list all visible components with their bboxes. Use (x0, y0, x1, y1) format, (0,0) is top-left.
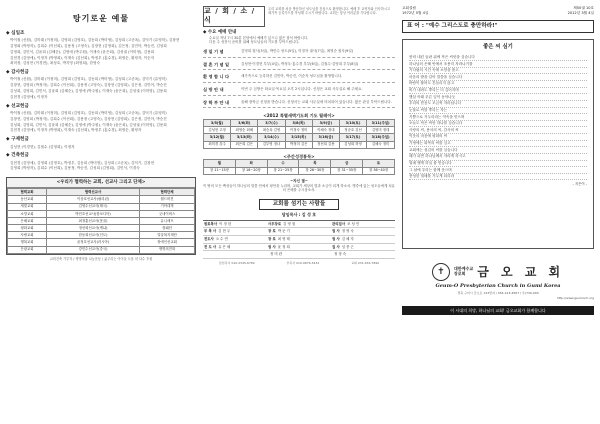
poem-line: 바람이 불어도 흔들리지 않고 (409, 81, 587, 88)
relay-cell: 3/10(토) (339, 120, 366, 127)
poem-author: - 지은이 - (572, 182, 587, 187)
servants-title: 교회를 섬기는 사람들 (259, 199, 339, 211)
affiliation-bottom: 장로회 (453, 271, 466, 277)
church-affiliation (454, 267, 473, 277)
servant-role: 장 로 (268, 229, 276, 234)
servant-name: 이 정 한 (219, 221, 232, 226)
offering-names: 김영희 (박정자), 김희수 (이선희), 김용정, 박승진, 김성희 (김영희), 김민석, 이경숙 (10, 166, 140, 171)
news-item (203, 49, 395, 55)
partners-cell: 밀알복지재단 (140, 232, 195, 239)
offering-section-heading: ◆ 건축헌금 (6, 153, 196, 159)
news-item-label: 환 영 합 니 다 (203, 74, 230, 80)
relay-cell: 최은희 김은 (231, 141, 258, 148)
news-item-text: 이번 주 심방은 화요일·목요일 오후 2시입니다. 신청은 교회 사무실로 해 주세요. (241, 87, 363, 92)
partners-cell: 평화교회 (8, 225, 47, 232)
table-row (204, 134, 395, 141)
offering-names: 박이철 (신원), 김미래 (이정미), 김영희 (김영호), 김동희 (박미영), 김성희 (고준옥), 김덕기 (유영미) (10, 110, 167, 115)
weekly-day-header: 월 (204, 160, 236, 167)
news-tag: 교 / 회 / 소 / 식 (203, 6, 265, 27)
relay-cell: 김성희 허영 (339, 141, 366, 148)
servant-entry (331, 228, 395, 236)
prayer-title: ~자신 결~ (290, 178, 308, 183)
offering-names: 김창현, 김영희 (박정자), 김희수 (이선희), 김용정 (고영숙), 김장현 (김영희), 김은정, 김민아, 박승진 (10, 116, 167, 121)
offering-section-heading: ◆ 감사헌금 (6, 70, 196, 76)
church-identity (402, 263, 594, 281)
poem-line: 교회에는 섬김의 씨를 심습니다 (409, 147, 587, 154)
relay-cell: 김혜숙 정미 (367, 141, 395, 148)
news-item (203, 62, 395, 68)
church-name: 금 오 교 회 (477, 265, 565, 280)
poem-title: 좋은 씨 심기 (483, 44, 513, 51)
news-list (203, 49, 395, 108)
offering-sections (6, 31, 196, 171)
partners-cell: 굿네이버스 (140, 210, 195, 217)
news-note: 다음 주 성찬식 준비를 위해 성도님들의 기도를 부탁드립니다. (209, 40, 300, 45)
servant-role: 전 도 사 (204, 244, 217, 249)
servant-name: 조 성 민 (347, 221, 360, 226)
partners-box (6, 177, 196, 255)
servant-entry (203, 251, 267, 259)
weekly-reading-cell: 창 36~40장 (363, 167, 395, 174)
poem-line: 가정에는 화목의 씨를 심고 (409, 141, 587, 148)
weekly-reading-cell: 창 26~30장 (299, 167, 331, 174)
servant-entry (331, 236, 395, 244)
partners-cell: 정선희선교사(케냐) (47, 225, 140, 232)
poem-line: 이웃의 마음에 평화의 씨 (409, 134, 587, 141)
contact-phones (203, 261, 395, 265)
poem-line: 기쁨으로 거두리라는 약속을 믿으며 (409, 114, 587, 121)
issue-date: 2012년 3월 4일 (567, 10, 594, 15)
weekly-reading-title: <주간성경통독> (283, 153, 315, 159)
relay-cell: 최승옥 김영 (258, 127, 285, 134)
weekly-reading-cell: 창 31~35장 (331, 167, 363, 174)
poem-lines (409, 55, 587, 181)
relay-cell: 이정숙 정미 (285, 127, 312, 134)
table-row (204, 120, 395, 127)
footer-slogan: 이 시대의 희망, 하나님의 교회! 금오교회가 함께합니다 (402, 306, 594, 315)
servant-name: 김 혜 자 (341, 236, 354, 241)
weekly-reading-cell: 창 21~25장 (267, 167, 299, 174)
offering-names: 김현경 (김영애), 김영희 (김영호), 박정우, 김동희 (박미영), 김성희 (고준옥), 김덕기, 김창현 (10, 160, 155, 165)
servant-entry (267, 228, 331, 236)
news-item-text: 새가족으로 등록하신 김민아, 박승진, 이순자 성도님을 환영합니다. (241, 74, 343, 79)
relay-cell: 박정미 김은 (285, 141, 312, 148)
weekly-day-header: 수 (267, 160, 299, 167)
church-english-name: Geum-O Presbyterian Church in Gumi Korea (435, 283, 561, 290)
weekly-day-header: 목 (299, 160, 331, 167)
partners-cell: 은혜교회 (8, 217, 47, 224)
servant-role: 부 목 사 (204, 229, 217, 234)
servant-role: 사무장로 (268, 221, 282, 226)
servant-entry (203, 244, 267, 252)
partners-cell: 이상호선교사(필리핀) (47, 196, 140, 203)
poem-line: 마음의 밭을 갈아 말씀을 심습니다 (409, 74, 587, 81)
news-note: 수요일 저녁 7시 30분 본당에서 예배가 있으니 많은 참석 바랍니다. (209, 35, 309, 40)
divider (203, 57, 395, 58)
relay-cell: 3/14(수) (258, 134, 285, 141)
offering-names: 김현경 (김영애), 이정자 (박영희), 이재숙 (김선희), 박정우 (홍수경), 최영순, 황정자, 이순자 (10, 55, 155, 60)
poem-line: 기다림의 시간 속에 소망을 품고 (409, 68, 587, 75)
divider (203, 95, 395, 96)
relay-cell: 3/18(주일) (367, 134, 395, 141)
relay-cell: 김성현 고정 (204, 127, 231, 134)
contact-phone: 담임목사 010-2345-6789 (218, 260, 255, 265)
news-item (203, 100, 395, 106)
partners-cell: 사랑교회 (8, 232, 47, 239)
partners-cell: 윤정호선교사(러시아) (47, 239, 140, 246)
motto-banner: 표 어 : "예수 그리스도로 충만하라!" (402, 20, 594, 34)
table-row (8, 196, 195, 203)
poem-line: 그 날에 우리는 함께 웃으며 (409, 167, 587, 174)
servant-name: 유 은 혜 (218, 244, 231, 249)
servant-name: 오 수 연 (215, 236, 228, 241)
divider (203, 69, 395, 70)
offering-section-heading: ◆ 십일조 (6, 31, 196, 37)
relay-cell: 김부영 정나 (258, 141, 285, 148)
relay-cell: 3/16(금) (312, 134, 339, 141)
poem-line: 봄비 내린 들판 위에 작은 씨앗을 심습니다 (409, 55, 587, 62)
relay-cell: 정선희 김용 (312, 141, 339, 148)
poem-line: 햇살 아래 푸른 잎이 돋아나듯 (409, 94, 587, 101)
poem-line: 우리의 믿음도 조금씩 자라납니다 (409, 101, 587, 108)
news-item-label: 결 혼 기 념 일 (203, 61, 230, 67)
relay-cell: 3/11(주일) (367, 120, 395, 127)
servant-role: 권 사 (332, 229, 340, 234)
partners-cell: 컴패션 (140, 225, 195, 232)
partners-table (7, 188, 195, 254)
relay-cell: 3/9(금) (312, 120, 339, 127)
servant-entry (267, 236, 331, 244)
offering-section-heading: ◆ 구제헌금 (6, 137, 196, 143)
servant-entry (331, 244, 395, 252)
middle-panel (203, 6, 395, 416)
servant-entry (203, 221, 267, 229)
offering-names: 김성희, 김영희, 김민석, 김윤희 (김혜순), 김영애 (박주원), 이재숙 (윤은희), 김성권 (이미영), 김용희 (10, 89, 167, 94)
offering-names: 김영희 (박정자), 김희수 (이선희), 김용정 (고영숙), 김장현 (김영희), 김은정, 김민아, 박승진, 김성희 (10, 43, 167, 48)
divider (203, 82, 395, 83)
servant-role: 집 사 (332, 244, 340, 249)
news-item-text: 올해 장학금 신청을 받습니다. 신청서는 교회 사무실에 비치되어 있습니다. 많은 관심 부탁드립니다. (241, 99, 392, 104)
servant-entry (203, 236, 267, 244)
relay-cell: 3/5(월) (204, 120, 231, 127)
founding-date: 1972년 5월 4일 (402, 10, 429, 15)
weekly-reading-table (203, 159, 395, 174)
relay-cell: 정준호 김선 (339, 127, 366, 134)
weekly-day-header: 토 (363, 160, 395, 167)
news-item (203, 74, 395, 80)
servant-entry (331, 251, 395, 259)
table-row (8, 246, 195, 253)
affiliation-top: 대한예수교 (453, 266, 474, 272)
servant-role: 권 사 (268, 244, 276, 249)
weekly-day-header: 금 (331, 160, 363, 167)
table-row (8, 239, 195, 246)
partners-column-header: 협력단체 (140, 189, 195, 196)
offerings-title: 탕기로운 예물 (72, 14, 130, 23)
servant-name: 정 정 숙 (334, 252, 346, 257)
news-item-text: 김영희 집사(3일), 박민수 성도(5일), 이정자 권사(7일), 최영순 집사(9일) (241, 49, 354, 53)
relay-cell: 3/7(수) (258, 120, 285, 127)
cross-logo-icon: ✝ (432, 263, 450, 281)
table-row (8, 232, 195, 239)
servant-name: 박 준 기 (277, 229, 290, 234)
offering-names: 김성희, 김영희, 김민석, 김윤희 (김혜순), 김영애 (박주원), 이재숙 (윤은희), 김성권 (이미영), 김용희 (10, 122, 167, 127)
servant-name: 임 종 근 (341, 244, 354, 249)
servant-entry (331, 221, 395, 229)
wednesday-service-heading: ◆ 수요 예배 안내 (203, 30, 395, 36)
news-item-label: 장 학 부 안 내 (203, 99, 230, 105)
poem-line: 오늘도 작은 씨앗 하나를 심습니다 (409, 121, 587, 128)
weekly-day-header: 화 (235, 160, 267, 167)
senior-pastor: 담임목사 : 김 성 호 (281, 212, 317, 218)
partners-cell: 은광교회 (8, 246, 47, 253)
offering-names: 김창현, 김영희 (박정자), 김희수 (이선희), 김용정 (고영숙), 김장현 (김영희), 김은정, 김민아, 박승진 (10, 83, 167, 88)
relay-cell: 3/15(목) (285, 134, 312, 141)
servant-name: 정 미 란 (270, 252, 282, 257)
relay-cell: 3/6(화) (231, 120, 258, 127)
partners-cell: 강민수선교사(중국) (47, 246, 140, 253)
partners-cell: 김영수선교사(태국) (47, 203, 140, 210)
servant-role: 전도사 (204, 236, 214, 241)
relay-cell: 최미경 강주 (204, 141, 231, 148)
offering-names: 김성현 (이경현), 김철수 (김영희), 이정자 (10, 144, 75, 149)
offering-names: 김영희, 김민석, 김윤희 (김혜순), 김영애 (박주원), 이재숙 (윤은희), 김성권 (이미영), 김용희 (10, 49, 155, 54)
partners-cell: 동산교회 (8, 196, 47, 203)
offering-section-heading: ◆ 선교헌금 (6, 104, 196, 110)
relay-cell: 3/12(월) (204, 134, 231, 141)
servant-entry (267, 244, 331, 252)
issue-number: 제50권 10호 (573, 6, 594, 10)
news-item-label: 생 일 기 념 (203, 49, 224, 54)
founding-label: 교회설립 (402, 6, 416, 10)
divider (203, 107, 395, 108)
partners-cell: 행복교회 (8, 239, 47, 246)
offering-names: 박이철 (신원), 김미래 (이정미), 김영희 (김영호), 김동희 (박미영), 김성희 (고준옥), 김덕기 (유영미), 김창현 (10, 37, 180, 42)
poem-line: 눈물로 씨를 뿌리는 자는 (409, 108, 587, 115)
relay-cell: 3/8(목) (285, 120, 312, 127)
servant-name: 윤 정 희 (277, 244, 290, 249)
servant-name: 정 영 숙 (341, 229, 354, 234)
poem-line: 때가 되면 하나님께서 자라게 하시고 (409, 154, 587, 161)
news-item-text: 김성현·이경현 부부(4일), 박정우·홍수경 부부(6일), 김철수·김영희 부부(8일) (241, 61, 359, 66)
servant-role: 원로목사 (204, 221, 218, 226)
table-row (8, 217, 195, 224)
partners-cell: 박민호선교사(캄보디아) (47, 210, 140, 217)
partners-cell: 유니세프 (140, 217, 195, 224)
news-header (203, 6, 395, 27)
founding-info (402, 6, 428, 16)
church-address: 경북 구미시 금오로 123번지 / 054-123-4567 / 우)730-000 (457, 290, 539, 295)
servant-role: 장 로 (268, 236, 276, 241)
partners-cell: 한동희선교사(인도) (47, 232, 140, 239)
partners-box-title: <우리가 협력하는 교회, 선교사 그리고 단체> (7, 178, 195, 188)
relay-cell: 이혜숙 정대 (312, 127, 339, 134)
table-row (8, 225, 195, 232)
prayer-text: 이 땅의 모든 백성들이 하나님의 말씀 안에서 평안을 누리며, 교회가 세상의 빛과 소금이 되게 하소서. 병중에 있는 성도들에게 치유의 은혜를 주시옵소서. (203, 183, 395, 193)
servant-entry (267, 221, 331, 229)
table-row (8, 203, 195, 210)
partners-cell: 새빛교회 (8, 203, 47, 210)
partners-cell: 소망교회 (8, 210, 47, 217)
table-row (204, 141, 395, 148)
relay-cell: 3/13(화) (231, 134, 258, 141)
partners-cell: 기아대책 (140, 203, 195, 210)
offering-names: 김현경 (김영애), 이정자 (10, 94, 48, 99)
news-intro: 우리 교회를 처음 방문하신 성도님을 진심으로 환영합니다. 예배 후 교역자와 인사하시고 새가족 등록카드를 작성해 주시기 바랍니다. 교회는 항상 여러분을 기다립니다. (268, 7, 390, 16)
partners-column-header: 협력교회 (8, 189, 47, 196)
relay-cell: 3/17(토) (339, 134, 366, 141)
weekly-reading-cell: 창 11~15장 (204, 167, 236, 174)
servants-grid (203, 220, 395, 259)
partners-cell: 생명의전화 (140, 246, 195, 253)
weekly-reading-cell: 창 16~20장 (235, 167, 267, 174)
servant-entry (267, 251, 331, 259)
partners-column-header: 협력선교사 (47, 189, 140, 196)
servant-entry (203, 228, 267, 236)
servant-name: 김 현 우 (218, 229, 231, 234)
servant-role: 관리집사 (332, 221, 346, 226)
offering-names: 최미정, 김성현 (이경현), 최성호, 박지영 (최영희), 한영숙 (10, 61, 100, 66)
bulletin-meta (402, 6, 594, 16)
offering-names: 박이철 (신원), 김미래 (이정미), 김영희 (김영호), 김동희 (박미영), 김성희 (고준옥), 김덕기 (유영미) (10, 77, 167, 82)
partners-footnote: 교회건축 기부자 / 생명의물 나눔운동 / 굶주리는 아이들 도움 외 다수 후원 (49, 256, 153, 261)
issue-info (568, 6, 594, 16)
contact-phone: 교회 031-456-7890 (351, 260, 380, 265)
servant-name: 최 영 태 (277, 236, 290, 241)
church-website-link[interactable]: http://www.geumoch.org (556, 296, 594, 301)
offering-names: 김현경 (김영애), 이정자 (박영희), 이재숙 (김선희), 박정우 (홍수경), 최영순, 황정자 (10, 128, 142, 133)
poem-line: 비가 내려도 뿌리는 더 깊어지며 (409, 88, 587, 95)
poem-line: 열매 맺게 하실 줄 믿습니다 (409, 161, 587, 168)
poem-line: 사랑의 씨, 용서의 씨, 감사의 씨 (409, 127, 587, 134)
poem-line: 풍성한 열매를 거두게 되리라 (409, 174, 587, 181)
partners-cell: 장애인선교회 (140, 239, 195, 246)
news-item-label: 심 방 안 내 (203, 87, 224, 93)
left-panel (6, 6, 196, 416)
poem-box (402, 39, 594, 249)
right-panel (402, 6, 594, 416)
news-item (203, 87, 395, 93)
table-row (8, 210, 195, 217)
relay-cell: 최영순 최혜 (231, 127, 258, 134)
table-row (204, 127, 395, 134)
servant-role: 권 사 (332, 236, 340, 241)
prayer-relay-title: <2012 특별새벽기도회 기도 릴레이> (263, 113, 335, 119)
partners-cell: 월드비전 (140, 196, 195, 203)
poem-line: 하나님의 은혜 안에서 조용히 자라나기를 (409, 61, 587, 68)
servant-name: 김 영 철 (283, 221, 296, 226)
prayer-relay-table (203, 119, 395, 149)
relay-cell: 김영미 정대 (367, 127, 395, 134)
partners-cell: 최정훈선교사(몽골) (47, 217, 140, 224)
contact-phone: 부목사 010-9876-5432 (286, 260, 320, 265)
